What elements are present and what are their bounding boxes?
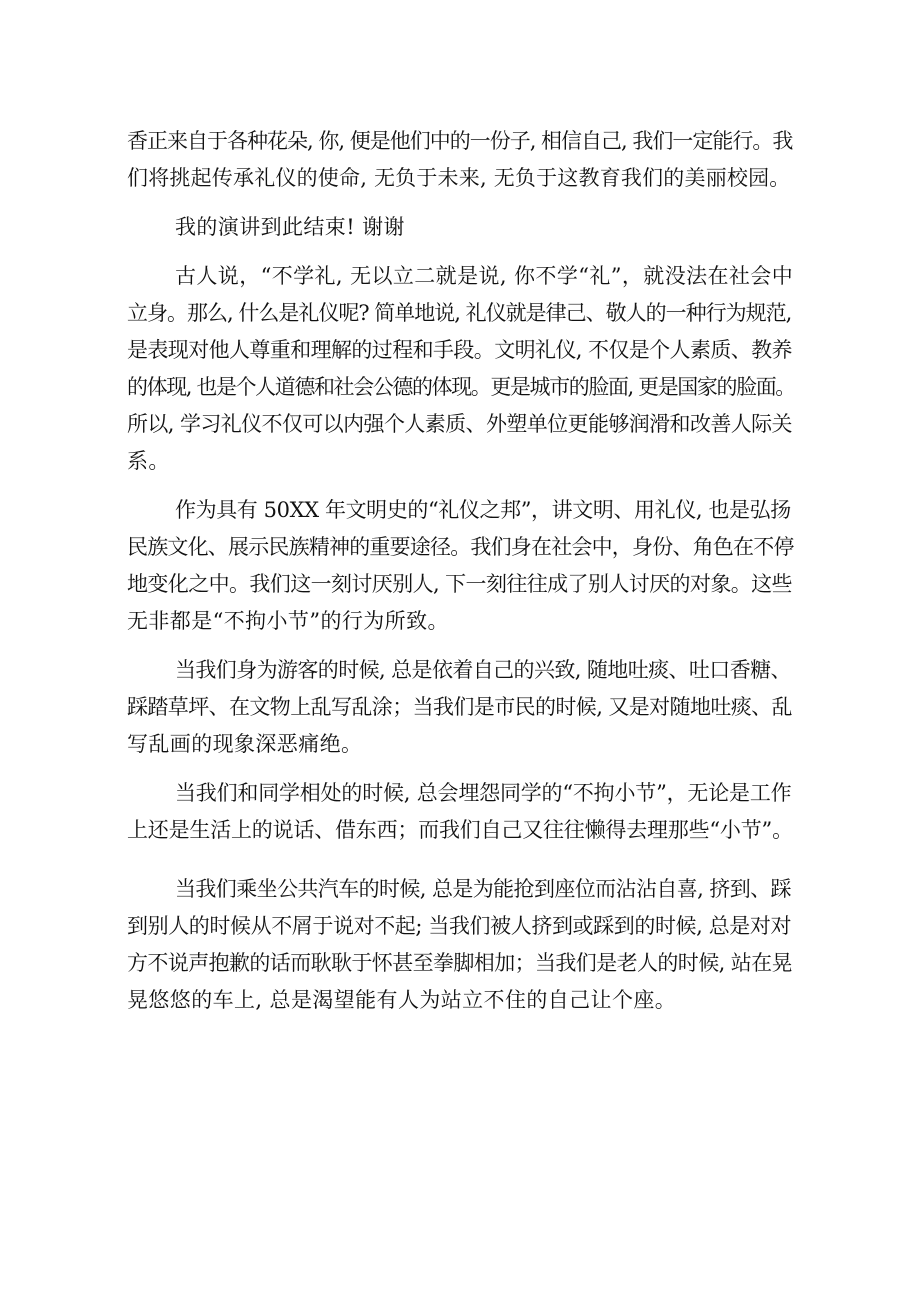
paragraph [127,492,795,640]
text-line: 无非都是“不拘小节”的行为所致。 [127,609,449,633]
text-line: 当我们身为游客的时候, 总是依着自己的兴致, 随地吐痰、吐口香糖、 [175,658,791,682]
paragraph [127,871,795,1019]
text-line: 立身。那么, 什么是礼仪呢? 简单地说, 礼仪就是律己、敬人的一种行为规范, [127,301,792,325]
text-line: 方不说声抱歉的话而耿耿于怀甚至拳脚相加；当我们是老人的时候, 站在晃 [127,951,792,975]
paragraph [127,652,795,763]
text-line: 到别人的时候从不屑于说对不起; 当我们被人挤到或踩到的时候, 总是对对 [127,914,792,938]
text-line: 们将挑起传承礼仪的使命, 无负于未来, 无负于这教育我们的美丽校园。 [127,166,791,190]
text-line: 晃悠悠的车上, 总是渴望能有人为站立不住的自己让个座。 [127,988,677,1012]
text-line: 我的演讲到此结束! 谢谢 [175,215,405,239]
text-line: 香正来自于各种花朵, 你, 便是他们中的一份子, 相信自己, 我们一定能行。我 [127,129,793,153]
paragraph [127,209,795,246]
paragraph [127,775,795,849]
text-line: 当我们和同学相处的时候, 总会埋怨同学的“不拘小节”，无论是工作 [175,781,792,805]
paragraph [127,123,795,197]
document-body [127,123,795,1019]
text-line: 系。 [127,449,170,473]
text-line: 古人说，“不学礼, 无以立二就是说, 你不学“礼”，就没法在社会中 [175,264,794,288]
text-line: 的体现, 也是个人道德和社会公德的体现。更是城市的脸面, 更是国家的脸面。 [127,375,795,399]
text-line: 所以, 学习礼仪不仅可以内强个人素质、外塑单位更能够润滑和改善人际关 [127,412,792,436]
paragraph [127,258,795,480]
text-line: 踩踏草坪、在文物上乱写乱涂；当我们是市民的时候, 又是对随地吐痰、乱 [127,695,792,719]
text-line: 地变化之中。我们这一刻讨厌别人, 下一刻往往成了别人讨厌的对象。这些 [127,572,792,596]
text-line: 民族文化、展示民族精神的重要途径。我们身在社会中，身份、角色在不停 [127,535,794,559]
text-line: 当我们乘坐公共汽车的时候, 总是为能抢到座位而沾沾自喜, 挤到、踩 [175,877,791,901]
text-line: 写乱画的现象深恶痛绝。 [127,732,363,756]
text-line: 是表现对他人尊重和理解的过程和手段。文明礼仪, 不仅是个人素质、教养 [127,338,792,362]
text-line: 上还是生活上的说话、借东西；而我们自己又往往懒得去理那些“小节”。 [127,818,793,842]
text-line: 作为具有 50XX 年文明史的“礼仪之邦”，讲文明、用礼仪, 也是弘扬 [175,498,791,522]
